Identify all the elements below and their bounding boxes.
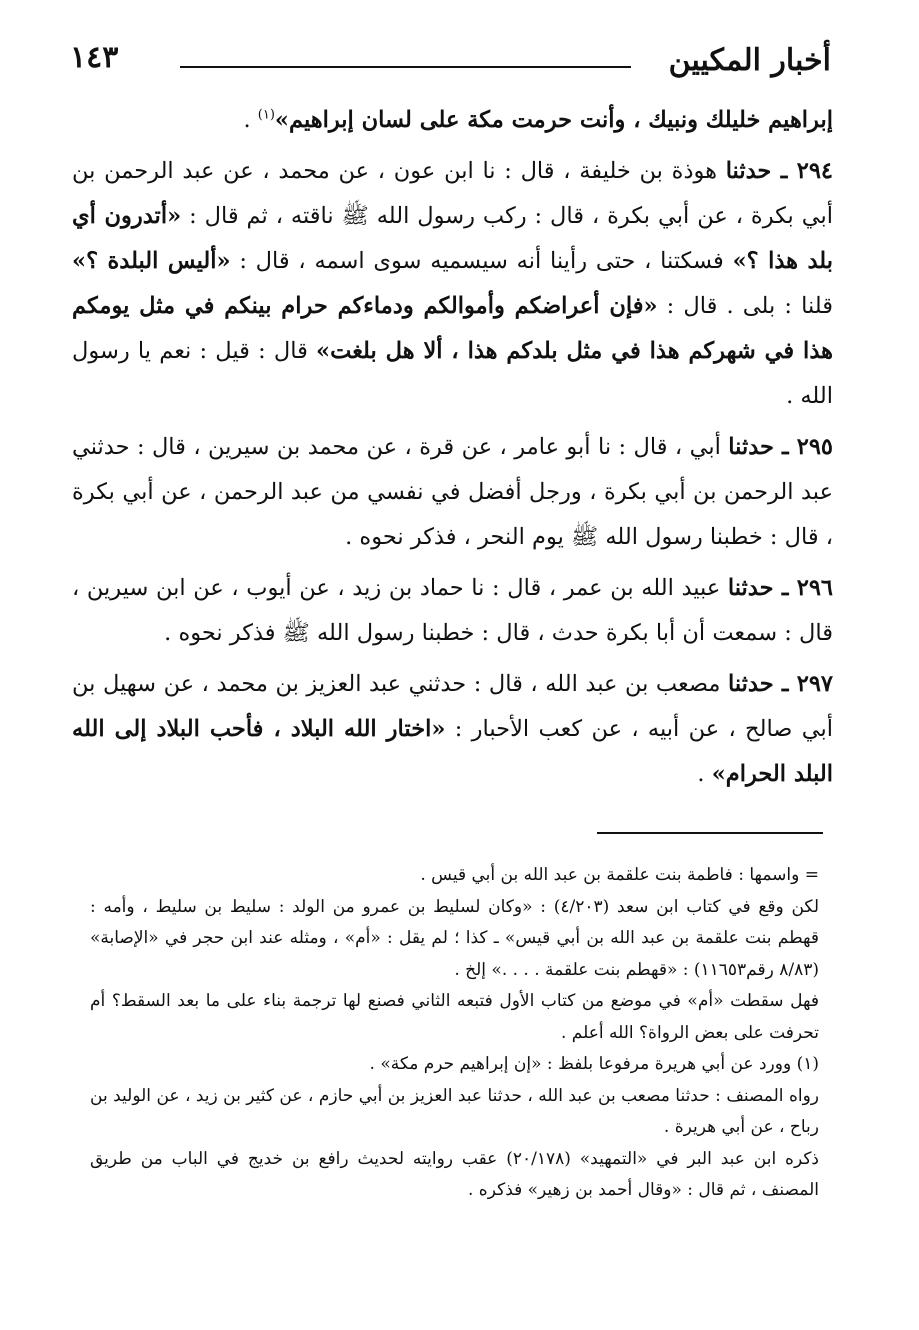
hadith-text: هوذة بن خليفة ، قال : نا ابن عون ، عن محمد ، عن عبد الرحمن بن أبي بكرة ، عن أبي بكرة ، قال : ركب رسول الله ﷺ ناقته ، ثم قال : [72,158,834,229]
continuation-text: إبراهيم خليلك ونبيك ، وأنت حرمت مكة على لسان إبراهيم» [274,107,833,133]
hadith-297 [72,662,833,797]
hadith-intro: ٢٩٤ ـ حدثنا [725,158,833,184]
hadith-text: أبي ، قال : نا أبو عامر ، عن قرة ، عن محمد بن سيرين ، قال : حدثني عبد الرحمن بن أبي بكرة ، ورجل أفضل في نفسي من عبد الرحمن ، عن أبي بكرة ، قال : خطبنا رسول الله ﷺ يوم النحر ، فذكر نحوه . [72,434,833,550]
hadith-intro: ٢٩٧ ـ حدثنا [728,671,833,697]
hadith-quote: «أليس البلدة ؟» [72,248,231,274]
hadith-quote: «اختار الله البلاد ، فأحب البلاد إلى الله البلد الحرام» [72,716,833,787]
header-rule [180,66,631,68]
page-number: ١٤٣ [70,40,119,75]
hadith-text: قال : قيل : نعم يا رسول الله . [72,338,833,409]
hadith-text: عبيد الله بن عمر ، قال : نا حماد بن زيد ، عن أيوب ، عن ابن سيرين ، قال : سمعت أن أبا بكرة حدث ، قال : خطبنا رسول الله ﷺ فذكر نحوه . [72,575,833,646]
hadith-295 [72,425,833,560]
hadith-296 [72,566,833,656]
footnote-line: رواه المصنف : حدثنا مصعب بن عبد الله ، حدثنا عبد العزيز بن أبي حازم ، عن كثير بن زيد ، عن الوليد بن رباح ، عن أبي هريرة . [90,1085,819,1137]
running-header [70,38,831,84]
footnote-line: = واسمها : فاطمة بنت علقمة بن عبد الله بن أبي قيس . [420,865,819,885]
hadith-intro: ٢٩٦ ـ حدثنا [727,575,833,601]
footnote-line: فهل سقطت «أم» في موضع من كتاب الأول فتبعه الثاني فصنع لها ترجمة بناء على ما بعد السقط؟ أم تحرفت على بعض الرواة؟ الله أعلم . [90,991,819,1043]
hadith-intro: ٢٩٥ ـ حدثنا [728,434,833,460]
continuation-paragraph [72,98,833,143]
hadith-quote: «فإن أعراضكم وأموالكم ودماءكم حرام بينكم في مثل يومكم هذا في شهركم هذا في مثل بلدكم هذا ، ألا هل بلغت» [72,293,833,364]
hadith-text: . [697,761,712,787]
footnote-line: لكن وقع في كتاب ابن سعد (٤/٢٠٣) : «وكان لسليط بن عمرو من الولد : سليط بن سليط ، وأمه : قهطم بنت علقمة بن عبد الله بن أبي قيس» ـ كذا ؛ لم يقل : «أم» ، ومثله عند ابن حجر في «الإصابة» (٨/٨٣ رقم١١٦٥٣) : «قهطم بنت علقمة . . . .» إلخ . [90,896,819,980]
footnote-separator [597,832,823,834]
footnote-line: ذكره ابن عبد البر في «التمهيد» (٢٠/١٧٨) عقب روايته لحديث رافع بن خديج في الباب من طريق المصنف ، ثم قال : «وقال أحمد بن زهير» فذكره . [90,1148,820,1200]
hadith-quote: «أتدرون أي بلد هذا ؟» [72,203,833,274]
book-title: أخبار المكيين [668,43,831,78]
footnote-ref: (١) [257,107,275,123]
hadith-294 [72,149,833,419]
main-text [72,98,833,803]
hadith-text: قلنا : بلى . قال : [657,293,833,319]
hadith-text: مصعب بن عبد الله ، قال : حدثني عبد العزيز بن محمد ، عن سهيل بن أبي صالح ، عن أبيه ، عن كعب الأحبار : [72,671,833,742]
footnote-1: (١) وورد عن أبي هريرة مرفوعا بلفظ : «إن إبراهيم حرم مكة» . [369,1054,819,1074]
continuation-end: . [243,107,258,133]
hadith-text: فسكتنا ، حتى رأينا أنه سيسميه سوى اسمه ، قال : [230,248,733,274]
footnotes [90,860,819,1207]
